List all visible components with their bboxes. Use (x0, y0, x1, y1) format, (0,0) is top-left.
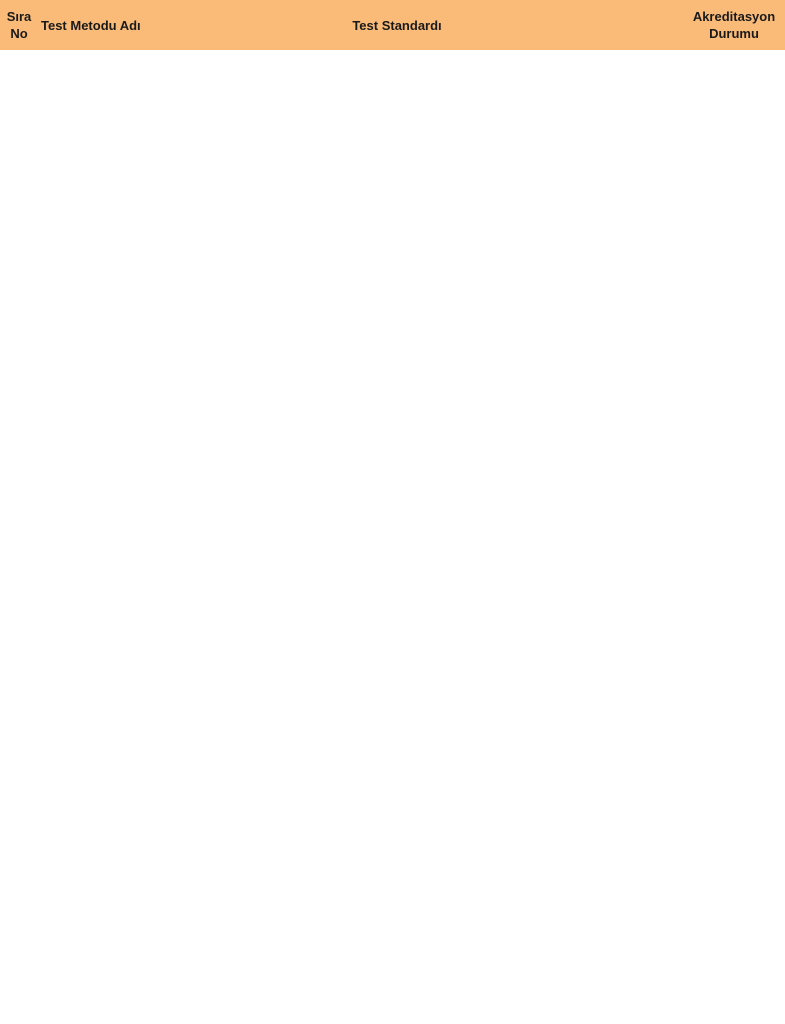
header-test-standardi: Test Standardı (352, 17, 442, 33)
header-sira-no: Sıra No (6, 9, 32, 41)
table-header-row (0, 0, 785, 50)
header-test-metodu-adi: Test Metodu Adı (41, 17, 141, 33)
header-akreditasyon-durumu: Akreditasyon Durumu (692, 9, 776, 41)
